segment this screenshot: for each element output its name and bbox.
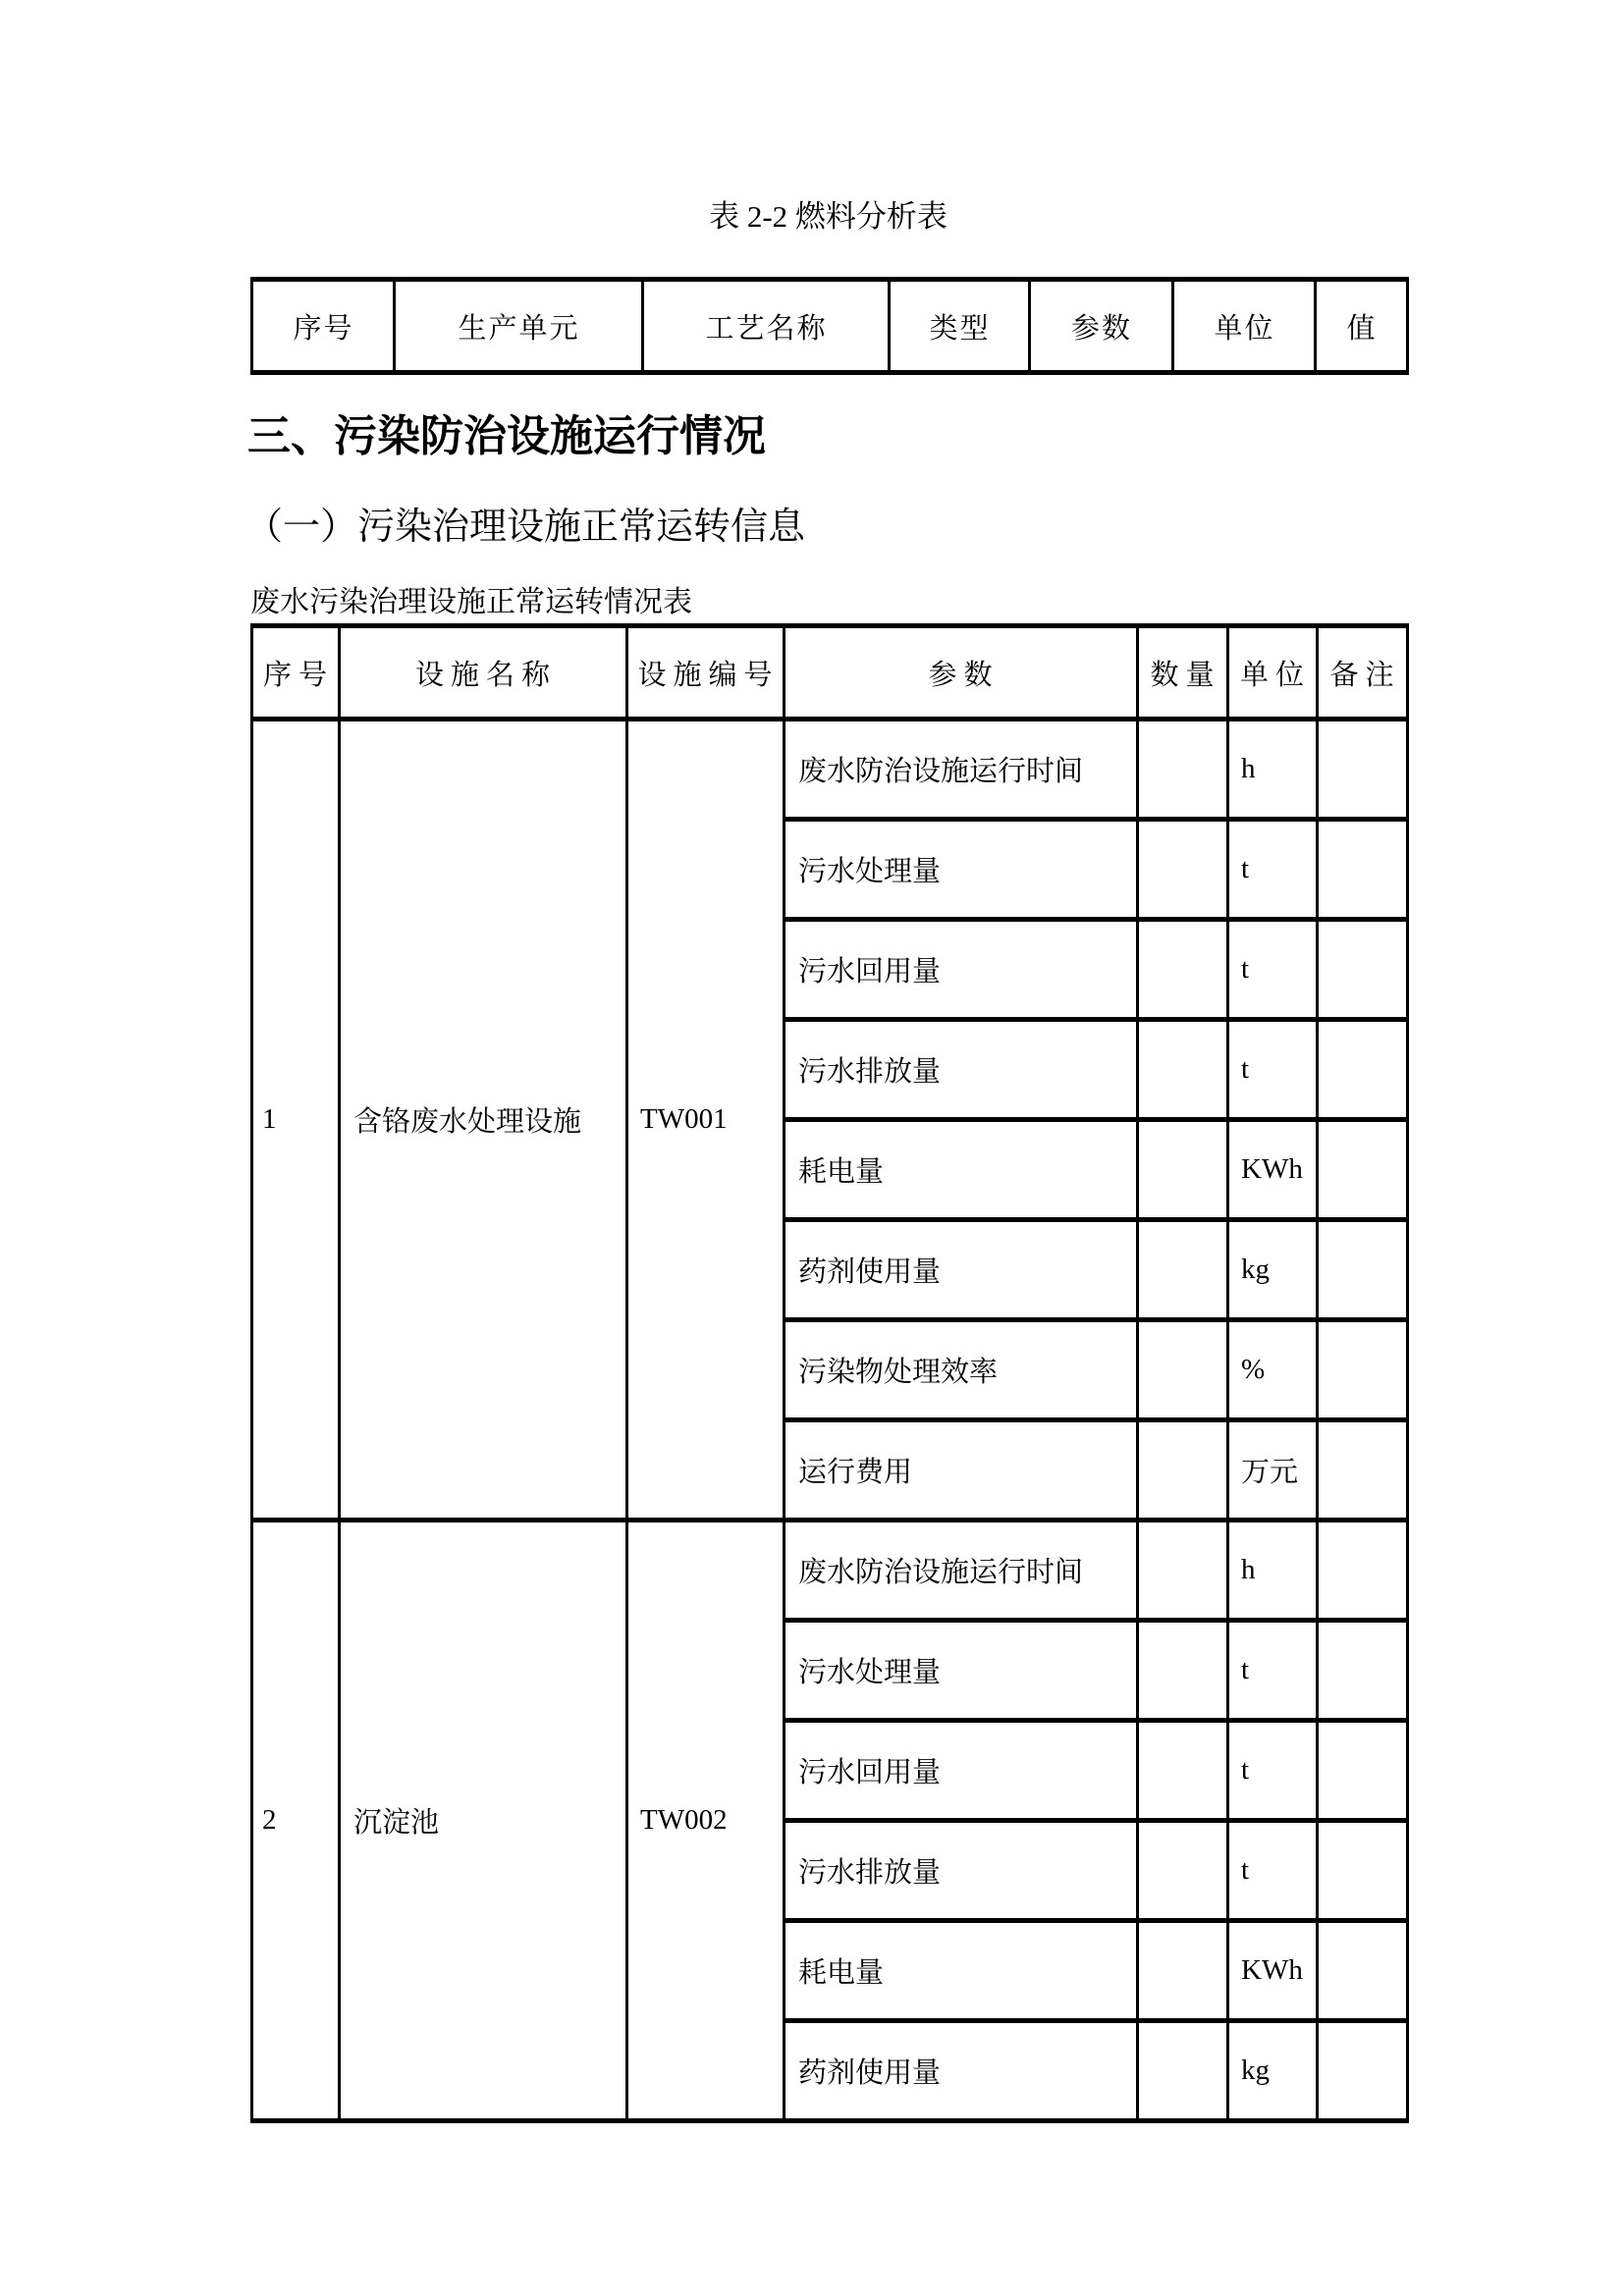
facility-table-caption: 废水污染治理设施正常运转情况表 (250, 586, 692, 618)
facility-header-cell: 参数 (785, 626, 1138, 720)
facility-name-cell: 沉淀池 (340, 1521, 627, 2121)
parameter-name-cell: 污水处理量 (785, 820, 1138, 920)
fuel-header-cell: 生产单元 (395, 280, 643, 373)
quantity-cell (1138, 1521, 1228, 1621)
unit-cell: KWh (1228, 1921, 1318, 2021)
fuel-header-cell: 参数 (1030, 280, 1173, 373)
unit-cell: t (1228, 1020, 1318, 1120)
quantity-cell (1138, 720, 1228, 820)
quantity-cell (1138, 820, 1228, 920)
facility-header-cell: 备注 (1318, 626, 1408, 720)
parameter-name-cell: 药剂使用量 (785, 1220, 1138, 1320)
unit-cell: kg (1228, 1220, 1318, 1320)
parameter-name-cell: 污水处理量 (785, 1621, 1138, 1721)
quantity-cell (1138, 2021, 1228, 2121)
note-cell (1318, 1621, 1408, 1721)
facility-header-cell: 序号 (252, 626, 340, 720)
fuel-analysis-table (250, 277, 1409, 375)
quantity-cell (1138, 1721, 1228, 1821)
quantity-cell (1138, 1220, 1228, 1320)
note-cell (1318, 1120, 1408, 1220)
parameter-name-cell: 运行费用 (785, 1420, 1138, 1521)
facility-table-header-row (252, 626, 1408, 720)
facility-header-cell: 设施名称 (340, 626, 627, 720)
fuel-header-cell: 值 (1316, 280, 1408, 373)
fuel-table-title: 表 2-2 燃料分析表 (709, 199, 947, 234)
facility-index-cell: 1 (252, 720, 340, 1521)
unit-cell: 万元 (1228, 1420, 1318, 1521)
parameter-name-cell: 污染物处理效率 (785, 1320, 1138, 1420)
note-cell (1318, 920, 1408, 1020)
parameter-name-cell: 废水防治设施运行时间 (785, 1521, 1138, 1621)
quantity-cell (1138, 920, 1228, 1020)
note-cell (1318, 1420, 1408, 1521)
fuel-header-cell: 工艺名称 (643, 280, 890, 373)
section-heading: 三、污染防治设施运行情况 (247, 412, 766, 460)
unit-cell: t (1228, 920, 1318, 1020)
quantity-cell (1138, 1921, 1228, 2021)
unit-cell: t (1228, 1821, 1318, 1921)
parameter-name-cell: 耗电量 (785, 1120, 1138, 1220)
facility-parameter-row (252, 1521, 1408, 1621)
facility-index-cell: 2 (252, 1521, 340, 2121)
quantity-cell (1138, 1020, 1228, 1120)
unit-cell: t (1228, 820, 1318, 920)
fuel-header-cell: 类型 (890, 280, 1030, 373)
fuel-table-header-row (252, 280, 1408, 373)
unit-cell: h (1228, 1521, 1318, 1621)
facility-operation-table (250, 623, 1409, 2123)
note-cell (1318, 1220, 1408, 1320)
parameter-name-cell: 污水回用量 (785, 1721, 1138, 1821)
note-cell (1318, 820, 1408, 920)
unit-cell: t (1228, 1621, 1318, 1721)
facility-header-cell: 设施编号 (627, 626, 785, 720)
parameter-name-cell: 污水回用量 (785, 920, 1138, 1020)
fuel-header-cell: 单位 (1173, 280, 1316, 373)
note-cell (1318, 1821, 1408, 1921)
quantity-cell (1138, 1821, 1228, 1921)
parameter-name-cell: 污水排放量 (785, 1020, 1138, 1120)
facility-code-cell: TW002 (627, 1521, 785, 2121)
quantity-cell (1138, 1420, 1228, 1521)
quantity-cell (1138, 1120, 1228, 1220)
parameter-name-cell: 耗电量 (785, 1921, 1138, 2021)
note-cell (1318, 2021, 1408, 2121)
quantity-cell (1138, 1320, 1228, 1420)
unit-cell: h (1228, 720, 1318, 820)
note-cell (1318, 720, 1408, 820)
facility-header-cell: 数量 (1138, 626, 1228, 720)
quantity-cell (1138, 1621, 1228, 1721)
note-cell (1318, 1320, 1408, 1420)
facility-code-cell: TW001 (627, 720, 785, 1521)
facility-parameter-row (252, 720, 1408, 820)
facility-header-cell: 单位 (1228, 626, 1318, 720)
unit-cell: t (1228, 1721, 1318, 1821)
note-cell (1318, 1921, 1408, 2021)
parameter-name-cell: 废水防治设施运行时间 (785, 720, 1138, 820)
parameter-name-cell: 污水排放量 (785, 1821, 1138, 1921)
subsection-heading: （一）污染治理设施正常运转信息 (245, 507, 806, 548)
facility-name-cell: 含铬废水处理设施 (340, 720, 627, 1521)
note-cell (1318, 1020, 1408, 1120)
note-cell (1318, 1521, 1408, 1621)
unit-cell: % (1228, 1320, 1318, 1420)
unit-cell: kg (1228, 2021, 1318, 2121)
note-cell (1318, 1721, 1408, 1821)
parameter-name-cell: 药剂使用量 (785, 2021, 1138, 2121)
fuel-header-cell: 序号 (252, 280, 395, 373)
unit-cell: KWh (1228, 1120, 1318, 1220)
